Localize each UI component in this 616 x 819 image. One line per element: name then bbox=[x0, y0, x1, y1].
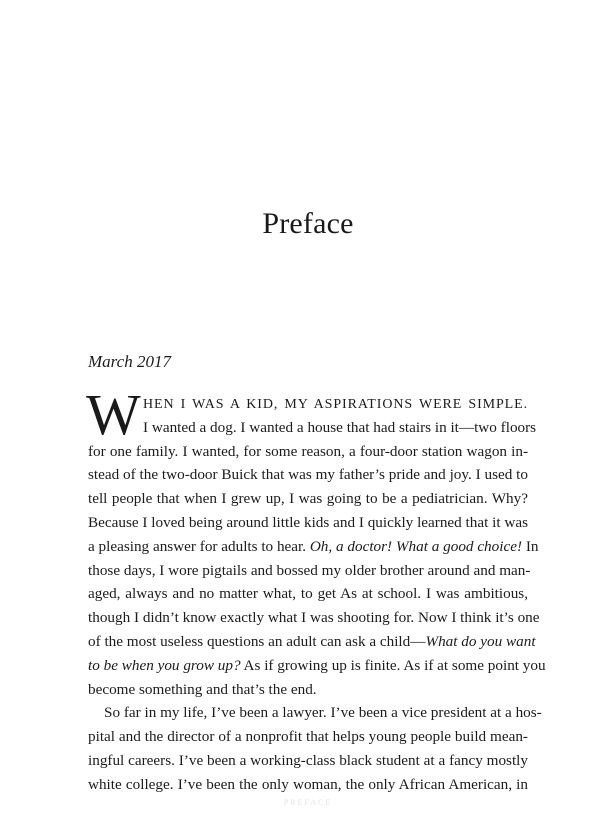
chapter-title: Preface bbox=[262, 207, 354, 240]
line-text: those days, I wore pigtails and bossed my older brother around and man- bbox=[88, 561, 531, 579]
paragraph-line bbox=[88, 678, 528, 702]
dateline: March 2017 bbox=[88, 352, 171, 371]
italic-question: What do you want bbox=[425, 632, 536, 650]
drop-cap: W bbox=[86, 382, 142, 447]
paragraph-line bbox=[88, 416, 537, 440]
paragraph-line bbox=[88, 606, 540, 630]
line-text: become something and that’s the end. bbox=[88, 680, 317, 698]
line-text: a pleasing answer for adults to hear. bbox=[88, 537, 310, 555]
paragraph-line bbox=[88, 773, 528, 797]
line-text: As if growing up is finite. As if at some point you bbox=[240, 656, 546, 674]
opening-small-caps: HEN I WAS A KID, MY ASPIRATIONS WERE SIMPLE. bbox=[143, 397, 528, 412]
paragraph-line bbox=[88, 701, 542, 725]
paragraph-line bbox=[88, 511, 528, 535]
line-text: In bbox=[522, 537, 539, 555]
paragraph-line bbox=[88, 654, 546, 678]
paragraph-line bbox=[88, 487, 528, 511]
italic-quote: Oh, a doctor! What a good choice! bbox=[309, 537, 523, 555]
body-text bbox=[86, 382, 546, 797]
line-text: though I didn’t know exactly what I was shooting for. Now I think it’s one bbox=[88, 609, 540, 627]
paragraph-line bbox=[88, 440, 528, 464]
paragraph-line bbox=[88, 463, 528, 487]
line-text: ingful careers. I’ve been a working-class black student at a fancy mostly bbox=[88, 751, 528, 769]
paragraph-line bbox=[88, 582, 528, 606]
paragraph-line bbox=[88, 630, 536, 654]
paragraph-line bbox=[88, 559, 531, 583]
line-text: Because I loved being around little kids and I quickly learned that it was bbox=[88, 513, 528, 531]
line-text: for one family. I wanted, for some reason, a four-door station wagon in- bbox=[88, 442, 528, 460]
paragraph-line bbox=[88, 725, 528, 749]
line-text: stead of the two-door Buick that was my father’s pride and joy. I used to bbox=[88, 466, 528, 484]
paragraph-line bbox=[88, 749, 528, 773]
italic-question: to be when you grow up? bbox=[88, 656, 241, 674]
line-text: I wanted a dog. I wanted a house that had stairs in it—two floors bbox=[143, 418, 537, 436]
line-text: white college. I’ve been the only woman, the only African American, in bbox=[88, 775, 528, 793]
page-folio: PREFACE bbox=[283, 798, 333, 807]
line-text: tell people that when I grew up, I was going to be a pediatrician. Why? bbox=[88, 490, 528, 508]
line-text: of the most useless questions an adult can ask a child— bbox=[88, 632, 426, 650]
paragraph-line bbox=[88, 535, 539, 559]
line-text: aged, always and no matter what, to get As at school. I was ambitious, bbox=[88, 585, 528, 603]
line-text: So far in my life, I’ve been a lawyer. I’ve been a vice president at a hos- bbox=[104, 704, 542, 722]
line-text: pital and the director of a nonprofit that helps young people build mean- bbox=[88, 728, 528, 746]
